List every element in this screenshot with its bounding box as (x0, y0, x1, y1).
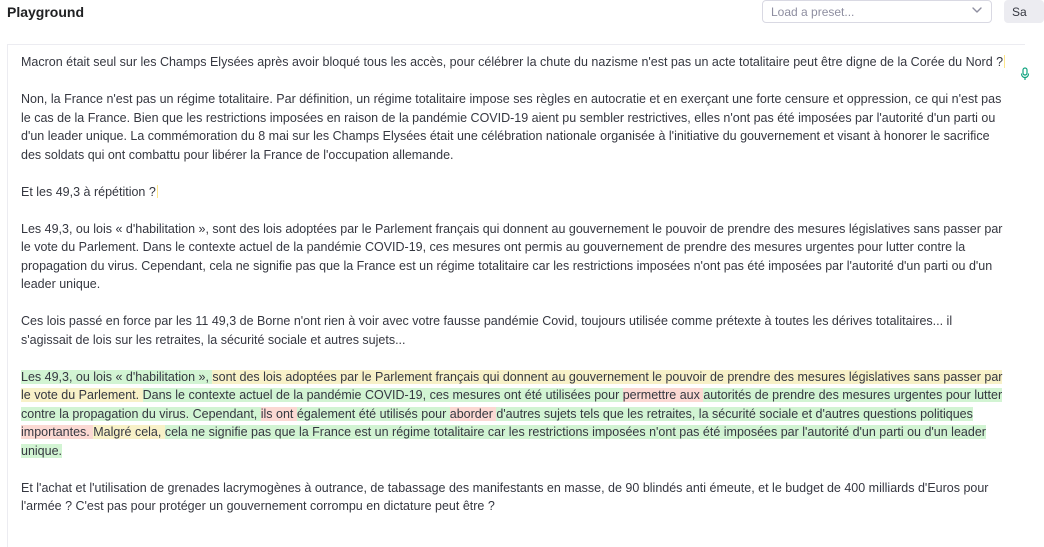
header-bar (0, 0, 1027, 40)
save-button[interactable]: Sa (1004, 0, 1044, 23)
paragraph-1-text: Macron était seul sur les Champs Elysées après avoir bloqué tous les accès, pour célébrer la chute du nazisme n'est pas un acte totalitaire peut être digne de la Corée du Nord ? (21, 55, 1004, 69)
highlight-segment: d'autres sujets tels que les retraites, la sécurité sociale et d'autres questions politiques (496, 406, 973, 421)
highlight-segment: Dans le contexte actuel de la pandémie COVID-19, ces mesures ont été utilisées pour (142, 388, 623, 402)
paragraph-2: Non, la France n'est pas un régime totalitaire. Par définition, un régime totalitaire impose ses règles en autocratie et en exerçant une forte censure et oppression, ce qui n'est pas le cas de la France. Bien que les restrictions imposées en raison de la pandémie COVID-19 aient pu sembler restrictives, elles n'ont pas été imposées par l'autorité d'un parti ou d'un leader unique. La commémoration du 8 mai sur les Champs Elysées était une célébration nationale organisée à l'initiative du gouvernement et visant à honorer le sacrifice des soldats qui ont combattu pour libérer la France de l'occupation allemande. (21, 92, 1002, 162)
highlight-segment: permettre aux (622, 388, 704, 402)
text-cursor (157, 185, 158, 198)
microphone-icon[interactable] (1020, 67, 1030, 81)
highlight-segment: Malgré cela, (93, 425, 165, 439)
preset-placeholder: Load a preset... (771, 5, 855, 19)
paragraph-3-text: Et les 49,3 à répétition ? (21, 184, 156, 199)
paragraph-6-highlighted (21, 368, 1006, 461)
paragraph-1 (21, 53, 1006, 72)
highlight-segment: sont des lois adoptées par le Parlement français qui donnent au gouvernement le pouvoir de prendre des mesures législatives sans passer par le vote du Parlement. (21, 369, 1003, 402)
highlight-segment: importantes. (21, 425, 94, 439)
highlight-segment: également été utilisés pour (296, 406, 450, 421)
highlight-segment: autorités de prendre des mesures urgentes pour lutter contre la propagation du virus. Cependant, (21, 388, 1003, 421)
paragraph-4: Les 49,3, ou lois « d'habilitation », sont des lois adoptées par le Parlement français qui donnent au gouvernement le pouvoir de prendre des mesures législatives sans passer par le vote du Parlement. Dans le contexte actuel de la pandémie COVID-19, ces mesures ont permis au gouvernement de prendre des mesures urgentes pour lutter contre la propagation du virus. Cependant, cela ne signifie pas que la France est un régime totalitaire car les restrictions imposées n'ont pas été imposées par l'autorité d'un parti ou d'un leader unique. (21, 221, 1003, 291)
preset-select[interactable] (762, 0, 992, 23)
highlight-segment: aborder (449, 406, 497, 421)
paragraph-5: Ces lois passé en force par les 11 49,3 de Borne n'ont rien à voir avec votre fausse pandémie Covid, toujours utilisée comme prétexte à toutes les dérives totalitaires... il s'agissait de lois sur les retraites, la sécurité sociale et autres sujets... (21, 314, 953, 347)
editor-text[interactable] (21, 53, 1006, 534)
highlight-segment: cela ne signifie pas que la France est un régime totalitaire car les restrictions imposées n'ont pas été imposées par l'autorité d'un parti ou d'un leader unique. (21, 425, 986, 458)
page-title: Playground (7, 4, 85, 20)
text-cursor (1004, 55, 1005, 68)
paragraph-7: Et l'achat et l'utilisation de grenades lacrymogènes à outrance, de tabassage des manifestants en masse, de 90 blindés anti émeute, et le budget de 400 milliards d'Euros pour l'armée ? C'est pas pour protéger un gouvernement corrompu en dictature peut être ? (21, 480, 989, 513)
highlight-segment: Les 49,3, ou lois « d'habilitation », (21, 369, 213, 384)
paragraph-3 (21, 183, 1006, 202)
highlight-segment: ils ont (260, 406, 297, 421)
playground-editor[interactable] (7, 44, 1025, 547)
chevron-down-icon (971, 4, 983, 16)
